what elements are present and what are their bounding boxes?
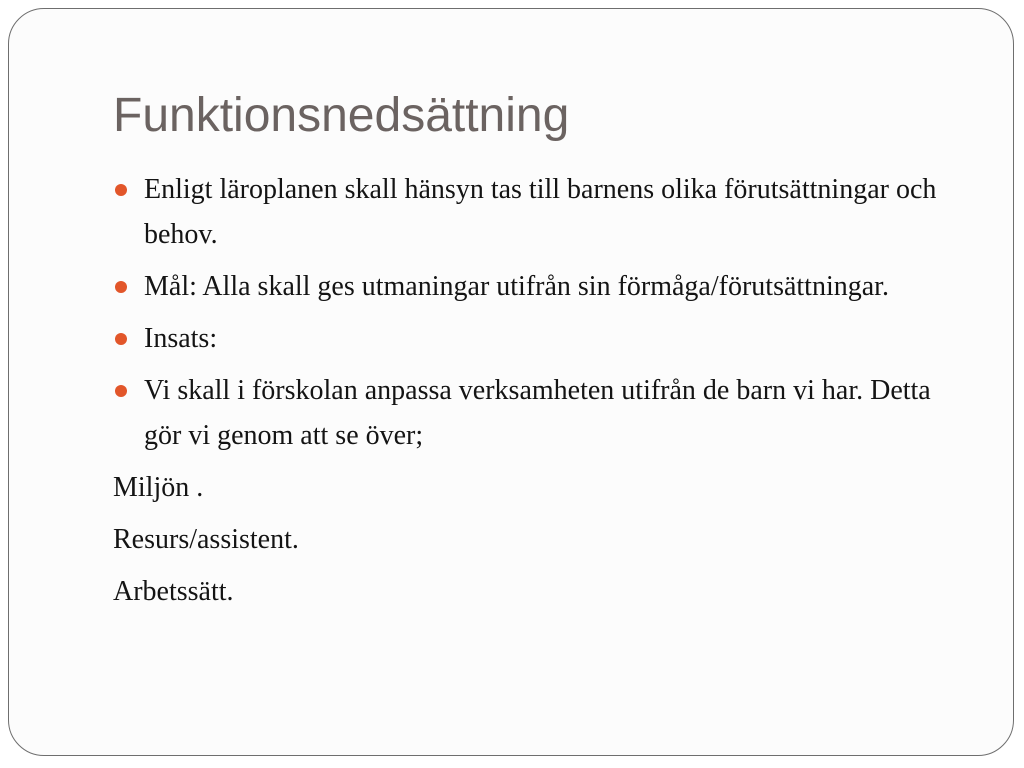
bullet-text: Mål: Alla skall ges utmaningar utifrån sin förmåga/förutsättningar.: [144, 271, 889, 302]
bullet-text: Enligt läroplanen skall hänsyn tas till barnens olika förutsättningar och behov.: [144, 174, 937, 250]
bullet-text: Insats:: [144, 323, 218, 354]
bullet-list: [113, 167, 953, 458]
bullet-item: [113, 368, 953, 458]
bullet-item: [113, 167, 953, 257]
plain-line-miljon: Miljön .: [113, 472, 204, 503]
bullet-dot-icon: [115, 385, 127, 397]
plain-line-arbetssatt: Arbetssätt.: [113, 576, 234, 607]
bullet-dot-icon: [115, 184, 127, 196]
slide-content: [113, 167, 953, 621]
bullet-dot-icon: [115, 333, 127, 345]
bullet-dot-icon: [115, 281, 127, 293]
bullet-text: Vi skall i förskolan anpassa verksamheten utifrån de barn vi har. Detta gör vi genom att se över;: [144, 375, 931, 451]
slide-title: Funktionsnedsättning: [113, 89, 570, 142]
bullet-item: [113, 264, 953, 309]
bullet-item: [113, 316, 953, 361]
plain-line-resurs: Resurs/assistent.: [113, 524, 299, 555]
